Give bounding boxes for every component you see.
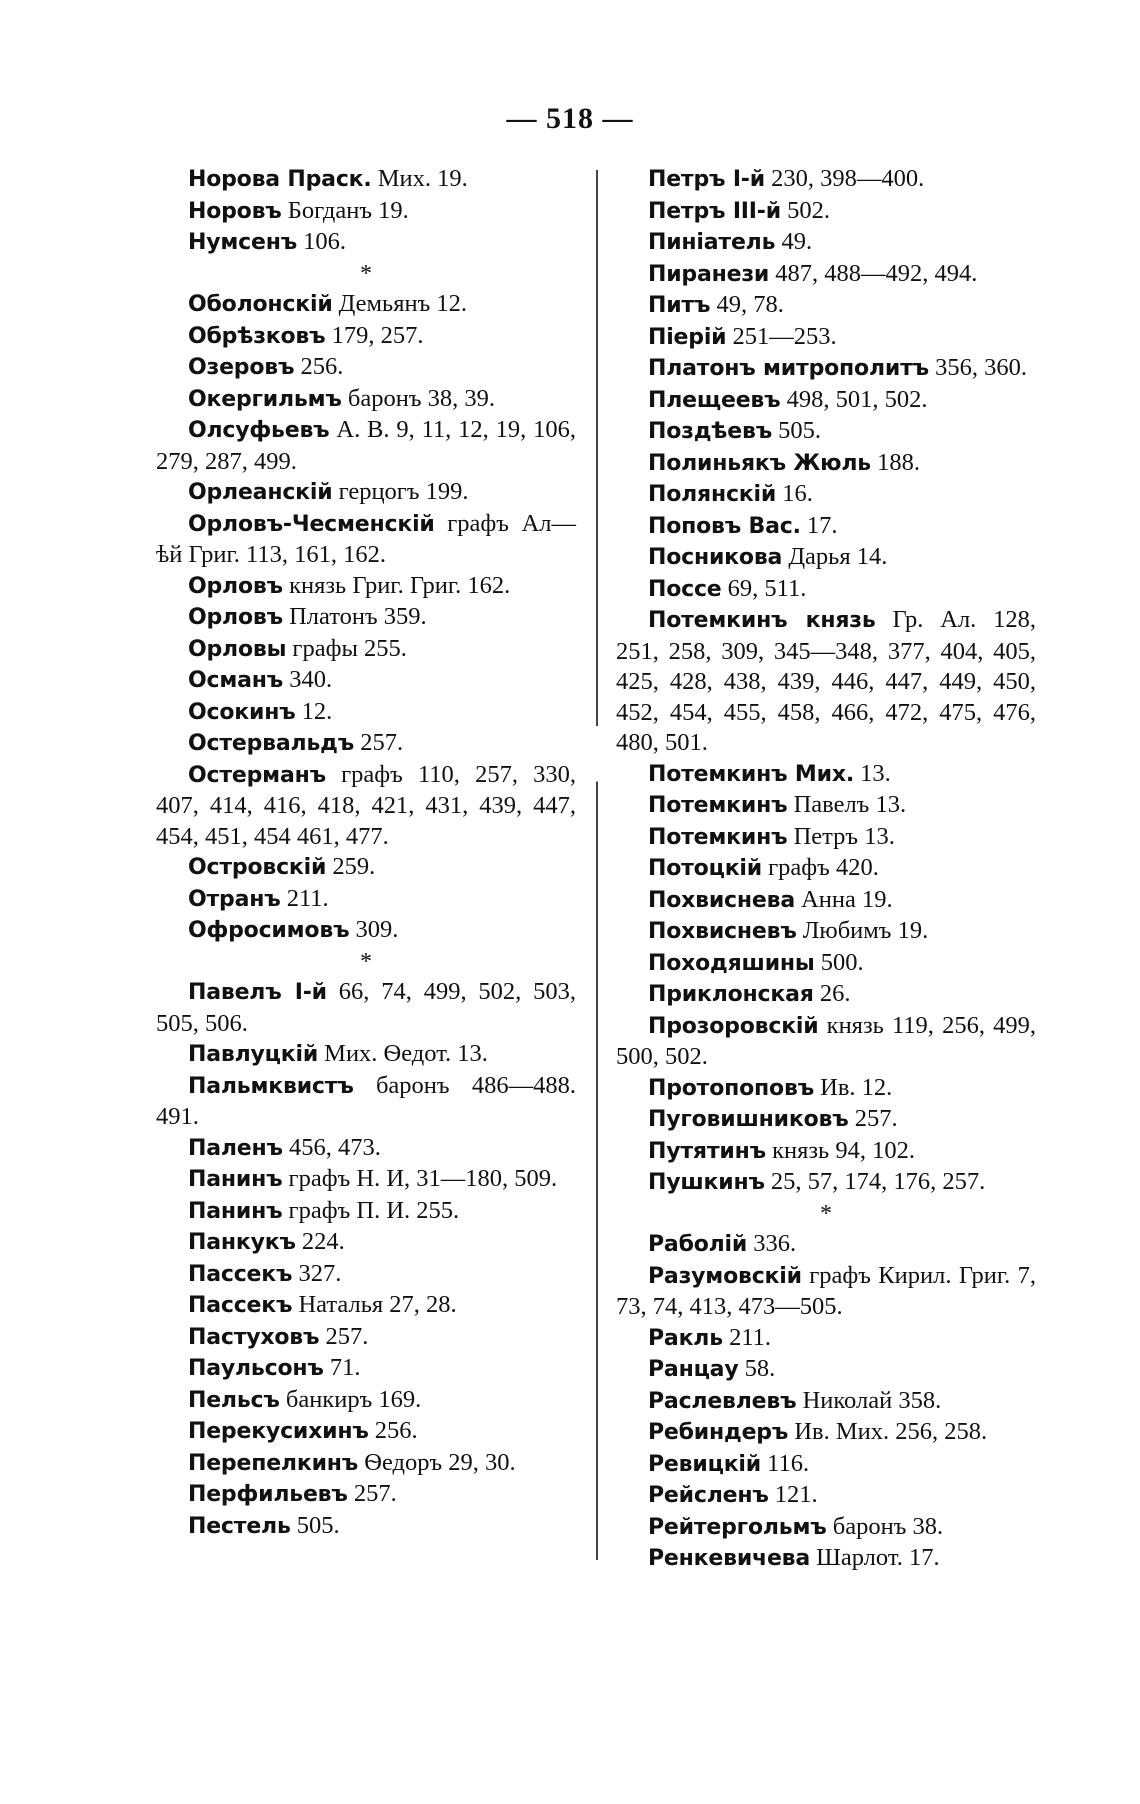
- section-separator: *: [360, 948, 372, 975]
- index-entry-name: Орлеанскій: [188, 480, 333, 505]
- index-entry-name: Полиньякъ Жюль: [648, 450, 871, 476]
- index-entry-name: Потоцкій: [648, 856, 762, 881]
- index-entry-refs: 487, 488—492, 494.: [775, 259, 978, 287]
- index-entry-name: Поздѣевъ: [648, 419, 773, 444]
- index-entry: [156, 760, 576, 853]
- index-entry: [616, 542, 1036, 574]
- index-entry-name: Пастуховъ: [188, 1324, 320, 1350]
- index-entry: [616, 227, 1036, 259]
- index-entry-refs: Шарлот. 17.: [816, 1544, 940, 1571]
- index-entry: [616, 1011, 1036, 1073]
- index-entry-name: Паленъ: [188, 1135, 283, 1161]
- index-entry-name: Перекусихинъ: [188, 1419, 369, 1444]
- index-entry-refs: Петръ 13.: [793, 822, 895, 850]
- index-entry-refs: 121.: [774, 1481, 818, 1508]
- index-entry: [616, 759, 1036, 791]
- index-entry-refs: 179, 257.: [331, 321, 424, 349]
- index-entry: [616, 1386, 1036, 1418]
- index-entry-name: Офросимовъ: [188, 918, 350, 943]
- index-entry: [156, 1259, 576, 1291]
- index-entry-name: Ранцау: [648, 1357, 739, 1382]
- index-entry-name: Осокинъ: [188, 699, 296, 725]
- index-entry-refs: князь 119, 256, 499, 500, 502.: [616, 1011, 1037, 1070]
- index-entry-refs: 340.: [289, 666, 333, 693]
- index-entry: [616, 1261, 1036, 1323]
- index-entry-refs: 13.: [860, 759, 891, 787]
- index-entry: [616, 574, 1036, 606]
- index-entry-name: Орловъ: [188, 605, 283, 630]
- index-entry-refs: герцогъ 199.: [338, 478, 469, 505]
- index-entry-name: Прозоровскій: [648, 1013, 819, 1039]
- index-entry-refs: князь Григ. Григ. 162.: [289, 571, 511, 599]
- index-entry-refs: банкиръ 169.: [285, 1385, 422, 1413]
- index-entry-name: Пальмквистъ: [188, 1073, 354, 1099]
- index-entry: [616, 385, 1036, 417]
- index-entry-refs: 456, 473.: [288, 1133, 381, 1161]
- index-entry-name: Панинъ: [188, 1198, 283, 1224]
- index-entry: [616, 1136, 1036, 1168]
- index-entry-refs: графъ Кирил. Григ. 7, 73, 74, 413, 473—505.: [616, 1261, 1036, 1320]
- index-entry-refs: 230, 398—400.: [771, 165, 925, 192]
- index-entry-name: Османъ: [188, 668, 284, 693]
- index-entry-refs: 49, 78.: [716, 291, 784, 318]
- index-entry: [616, 1073, 1036, 1105]
- index-entry: [616, 853, 1036, 885]
- index-entry: [156, 1133, 576, 1165]
- index-entry-name: Паульсонъ: [188, 1356, 324, 1381]
- index-entry-name: Посникова: [648, 545, 783, 570]
- index-entry-name: Піерій: [648, 324, 727, 350]
- index-entry-refs: 211.: [286, 884, 329, 912]
- index-entry-refs: графы 255.: [292, 634, 407, 662]
- index-entry-name: Поссе: [648, 576, 722, 602]
- index-entry-refs: 17.: [806, 511, 838, 539]
- index-entry: [616, 790, 1036, 822]
- index-entry: [616, 353, 1036, 385]
- index-entry-name: Рейсленъ: [648, 1483, 769, 1508]
- index-entry: [616, 885, 1036, 917]
- column-divider: [596, 170, 598, 1560]
- index-entry: [616, 511, 1036, 543]
- index-entry-name: Петръ I-й: [648, 167, 765, 192]
- index-entry: [156, 227, 576, 259]
- index-entry-refs: графъ П. И. 255.: [288, 1196, 460, 1224]
- index-entry-refs: 356, 360.: [935, 354, 1027, 381]
- index-entry: [156, 1479, 576, 1511]
- index-entry-name: Озеровъ: [188, 355, 295, 380]
- index-entry: [156, 509, 576, 571]
- index-entry-name: Разумовскій: [648, 1263, 802, 1289]
- index-entry-name: Орловъ-Чесменскій: [188, 511, 435, 537]
- index-entry-refs: Николай 358.: [802, 1386, 942, 1414]
- index-entry-refs: баронъ 38, 39.: [347, 384, 496, 412]
- index-entry-name: Павлуцкій: [188, 1042, 319, 1067]
- index-entry-name: Питъ: [648, 293, 711, 318]
- index-entry: [156, 697, 576, 729]
- index-entry-refs: графъ Ал—ѣй Григ. 113, 161, 162.: [156, 509, 576, 568]
- index-entry: [156, 477, 576, 509]
- index-entry-name: Полянскій: [648, 482, 777, 507]
- index-entry: [616, 979, 1036, 1011]
- index-entry-name: Норова Праск.: [188, 167, 372, 192]
- index-entry-name: Походяшины: [648, 950, 815, 976]
- index-entry-refs: А. В. 9, 11, 12, 19, 106, 279, 287, 499.: [156, 416, 576, 475]
- index-entry: [156, 1196, 576, 1228]
- index-entry-name: Ребиндеръ: [648, 1420, 789, 1445]
- index-entry-name: Перфильевъ: [188, 1482, 348, 1507]
- index-entry-name: Орловъ: [188, 573, 283, 599]
- index-entry-name: Обрѣзковъ: [188, 323, 326, 349]
- index-entry-refs: Ив. 12.: [820, 1073, 893, 1101]
- index-entry-refs: 502.: [787, 196, 830, 224]
- index-entry-refs: графъ Н. И, 31—180, 509.: [288, 1165, 558, 1192]
- index-entry-refs: 211.: [729, 1323, 772, 1351]
- index-entry: [156, 852, 576, 884]
- index-entry-refs: 71.: [329, 1354, 361, 1381]
- index-entry: [616, 948, 1036, 980]
- index-entry: [156, 1353, 576, 1385]
- index-entry-name: Плещеевъ: [648, 387, 781, 413]
- index-entry: [616, 822, 1036, 854]
- index-entry-name: Платонъ митрополитъ: [648, 356, 929, 381]
- index-entry-refs: Павелъ 13.: [793, 791, 907, 818]
- index-entry-refs: Любимъ 19.: [802, 917, 929, 944]
- index-entry: [156, 196, 576, 228]
- index-entry-refs: 336.: [753, 1230, 797, 1257]
- index-entry: [156, 884, 576, 916]
- index-entry-name: Пиніатель: [648, 230, 776, 255]
- index-entry: [616, 290, 1036, 322]
- index-entry-refs: 16.: [782, 480, 813, 507]
- index-entry-refs: 259.: [332, 853, 376, 880]
- index-entry: [156, 1385, 576, 1417]
- index-entry-name: Панкукъ: [188, 1230, 296, 1255]
- index-entry-name: Протопоповъ: [648, 1075, 815, 1101]
- index-entry-name: Отранъ: [188, 886, 281, 912]
- index-entry: [156, 1290, 576, 1322]
- index-entry: [616, 1543, 1036, 1575]
- index-entry-refs: Мих. 19.: [377, 165, 468, 192]
- index-entry-name: Похвиснева: [648, 887, 795, 913]
- index-column-left: [156, 164, 576, 1542]
- index-entry-name: Потемкинъ Мих.: [648, 761, 854, 787]
- index-entry-refs: графъ 110, 257, 330, 407, 414, 416, 418, 421, 431, 439, 447, 454, 451, 454 461, 477.: [156, 760, 576, 850]
- index-entry-refs: 49.: [781, 228, 813, 255]
- index-entry: [156, 1227, 576, 1259]
- index-entry-name: Путятинъ: [648, 1138, 766, 1164]
- index-entry-name: Пестель: [188, 1513, 291, 1539]
- index-entry-name: Норовъ: [188, 198, 282, 224]
- index-entry-refs: 327.: [298, 1259, 342, 1287]
- index-entry: [616, 479, 1036, 511]
- index-entry-refs: 309.: [355, 916, 399, 943]
- index-entry-name: Павелъ I-й: [188, 980, 327, 1005]
- index-entry-name: Рейтергольмъ: [648, 1514, 827, 1540]
- index-entry: [616, 1229, 1036, 1261]
- index-entry-refs: 58.: [744, 1355, 776, 1382]
- index-entry: [156, 164, 576, 196]
- index-entry-refs: Анна 19.: [801, 885, 893, 913]
- index-entry-name: Потемкинъ: [648, 824, 788, 850]
- index-entry-name: Островскій: [188, 855, 327, 880]
- index-entry: [616, 196, 1036, 228]
- index-entry-refs: баронъ 486—488. 491.: [156, 1071, 577, 1130]
- index-entry-name: Ревицкій: [648, 1451, 761, 1477]
- index-entry: [156, 665, 576, 697]
- index-entry: [156, 352, 576, 384]
- index-entry-name: Остервальдъ: [188, 731, 355, 756]
- index-column-right: [616, 164, 1036, 1575]
- index-entry: [156, 1039, 576, 1071]
- index-entry-refs: графъ 420.: [768, 854, 879, 881]
- index-entry: [616, 1323, 1036, 1355]
- index-entry: [156, 321, 576, 353]
- index-entry-name: Пассекъ: [188, 1261, 293, 1287]
- index-entry: [156, 1511, 576, 1543]
- index-entry-name: Похвисневъ: [648, 919, 797, 944]
- index-entry-name: Петръ III-й: [648, 198, 781, 224]
- index-entry-name: Потемкинъ князь: [648, 608, 876, 633]
- index-entry-refs: Ив. Мих. 256, 258.: [794, 1418, 988, 1445]
- index-entry-name: Панинъ: [188, 1167, 283, 1192]
- index-entry-refs: 12.: [301, 697, 333, 725]
- index-entry: [616, 416, 1036, 448]
- index-entry-refs: 256.: [374, 1417, 418, 1444]
- index-entry-name: Перепелкинъ: [188, 1450, 359, 1476]
- index-entry-refs: 257.: [360, 729, 404, 756]
- index-entry: [616, 322, 1036, 354]
- index-entry-name: Пушкинъ: [648, 1170, 765, 1195]
- index-entry-refs: 116.: [767, 1449, 810, 1477]
- index-entry-name: Окергильмъ: [188, 386, 342, 412]
- index-entry: [156, 1071, 576, 1133]
- index-entry-name: Остерманъ: [188, 762, 326, 788]
- index-entry-name: Пуговишниковъ: [648, 1107, 849, 1132]
- index-entry: [616, 1104, 1036, 1136]
- index-entry: [616, 1167, 1036, 1199]
- index-entry-refs: баронъ 38.: [832, 1512, 944, 1540]
- index-entry-name: Пассекъ: [188, 1293, 293, 1318]
- index-entry-name: Олсуфьевъ: [188, 418, 330, 443]
- index-entry: [156, 1322, 576, 1354]
- index-entry-refs: Демьянъ 12.: [338, 290, 468, 317]
- index-entry-refs: 26.: [819, 980, 851, 1007]
- index-entry: [156, 977, 576, 1039]
- index-entry-refs: 25, 57, 174, 176, 257.: [770, 1168, 986, 1195]
- index-entry: [156, 289, 576, 321]
- index-entry-refs: Дарья 14.: [788, 543, 888, 570]
- index-entry-name: Поповъ Вас.: [648, 513, 801, 539]
- index-entry: [156, 1164, 576, 1196]
- index-entry: [156, 728, 576, 760]
- index-entry-name: Орловы: [188, 636, 287, 662]
- index-entry-refs: Наталья 27, 28.: [298, 1291, 457, 1318]
- section-separator: *: [360, 260, 372, 287]
- index-entry: [616, 1480, 1036, 1512]
- index-entry-name: Пельсъ: [188, 1387, 280, 1413]
- index-entry: [616, 1512, 1036, 1544]
- index-entry: [156, 915, 576, 947]
- index-entry-refs: 256.: [300, 353, 344, 380]
- index-entry-refs: 505.: [296, 1511, 340, 1539]
- index-entry: [156, 384, 576, 416]
- index-entry-name: Нумсенъ: [188, 230, 298, 255]
- index-entry: [616, 1417, 1036, 1449]
- index-entry-refs: 224.: [301, 1228, 345, 1255]
- index-entry: [156, 415, 576, 477]
- section-separator: *: [820, 1200, 832, 1227]
- index-entry-refs: 257.: [854, 1105, 898, 1132]
- index-entry-refs: 66, 74, 499, 502, 503, 505, 506.: [156, 978, 577, 1037]
- index-entry: [616, 1449, 1036, 1481]
- index-entry-refs: 188.: [877, 448, 920, 476]
- index-entry-name: Оболонскій: [188, 292, 333, 317]
- index-entry-refs: Ѳедоръ 29, 30.: [364, 1448, 516, 1476]
- index-entry-refs: 505.: [778, 417, 822, 444]
- index-entry: [156, 1416, 576, 1448]
- index-entry: [616, 164, 1036, 196]
- index-entry-refs: 498, 501, 502.: [786, 385, 928, 413]
- index-entry-refs: 251—253.: [732, 322, 837, 350]
- index-entry-name: Потемкинъ: [648, 793, 788, 818]
- index-entry-refs: 500.: [820, 948, 864, 976]
- index-entry-refs: Мих. Ѳедот. 13.: [324, 1040, 488, 1067]
- index-entry-name: Раболій: [648, 1232, 748, 1257]
- index-entry-refs: князь 94, 102.: [772, 1136, 915, 1164]
- index-entry-refs: Гр. Ал. 128, 251, 258, 309, 345—348, 377, 404, 405, 425, 428, 438, 439, 446, 447, 449, 450, 452, 454, 455, 458, 466, 472, 475, 476, 480, 501.: [616, 606, 1037, 756]
- index-entry-refs: Богданъ 19.: [287, 196, 409, 224]
- index-entry-name: Раслевлевъ: [648, 1388, 797, 1414]
- index-entry: [156, 634, 576, 666]
- index-entry-refs: 106.: [303, 228, 347, 255]
- index-entry: [616, 448, 1036, 480]
- index-entry-refs: Платонъ 359.: [289, 603, 427, 630]
- index-entry-name: Ракль: [648, 1325, 723, 1351]
- index-entry: [156, 1448, 576, 1480]
- index-entry-refs: 257.: [325, 1322, 369, 1350]
- index-entry-name: Пиранези: [648, 261, 770, 287]
- index-entry: [616, 259, 1036, 291]
- index-entry-name: Приклонская: [648, 982, 814, 1007]
- index-entry-refs: 69, 511.: [727, 574, 807, 602]
- index-entry: [616, 916, 1036, 948]
- index-entry: [156, 602, 576, 634]
- index-entry: [616, 1354, 1036, 1386]
- index-entry-name: Ренкевичева: [648, 1546, 811, 1571]
- index-entry: [156, 571, 576, 603]
- index-entry: [616, 605, 1036, 759]
- page-number: — 518 —: [506, 102, 634, 135]
- index-entry-refs: 257.: [353, 1480, 397, 1507]
